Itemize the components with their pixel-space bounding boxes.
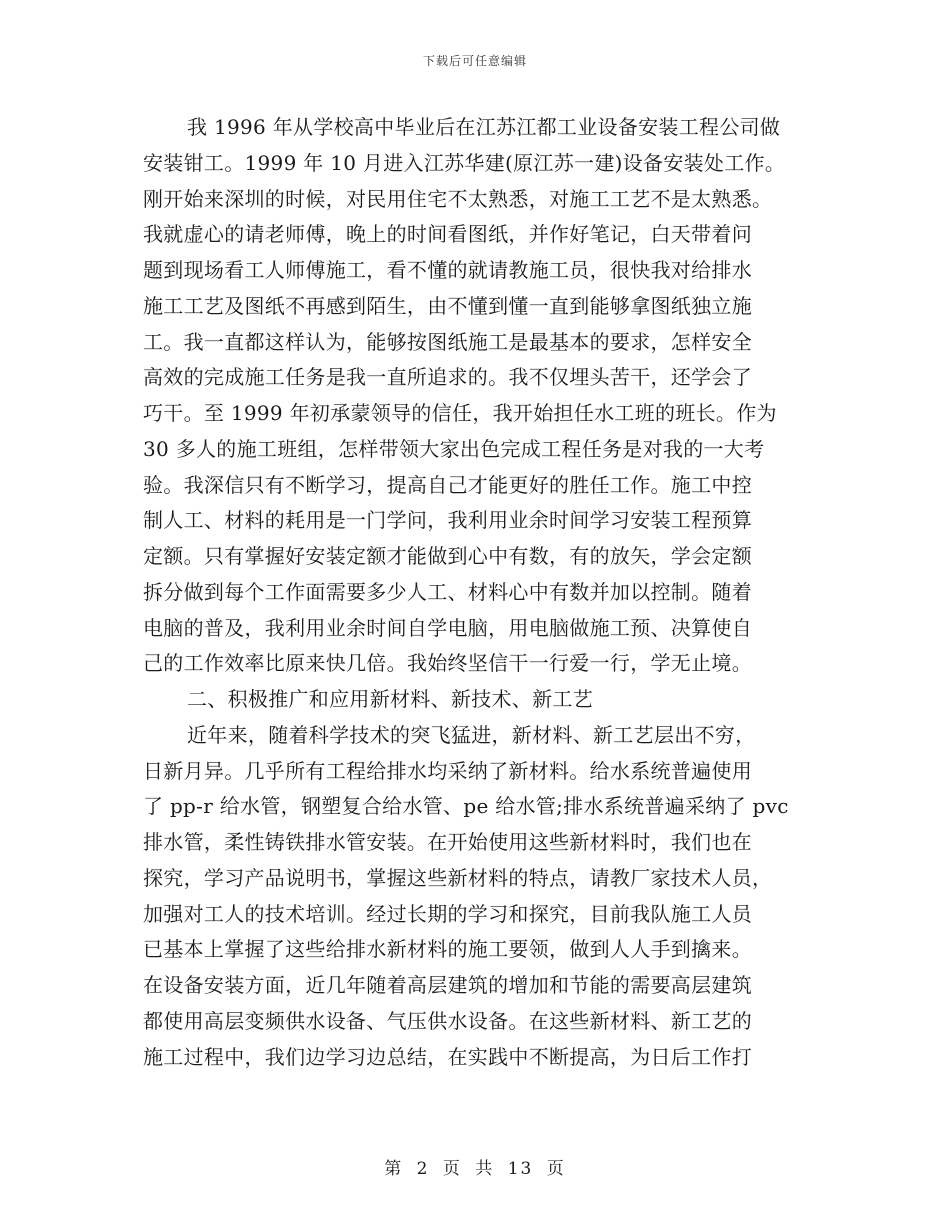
text-line: 高效的完成施工任务是我一直所追求的。我不仅埋头苦干，还学会了	[143, 365, 752, 390]
text-line: 已基本上掌握了这些给排水新材料的施工要领，做到人人手到擒来。	[143, 937, 752, 962]
text-line: 近年来，随着科学技术的突飞猛进，新材料、新工艺层出不穷，	[187, 722, 756, 747]
document-body	[143, 110, 807, 1075]
text-line: 30 多人的施工班组，怎样带领大家出色完成工程任务是对我的一大考	[143, 436, 765, 461]
text-line: 安装钳工。1999 年 10 月进入江苏华建(原江苏一建)设备安装处工作。	[143, 150, 786, 175]
text-line: 巧干。至 1999 年初承蒙领导的信任，我开始担任水工班的班长。作为	[143, 401, 777, 425]
section-heading: 二、积极推广和应用新材料、新技术、新工艺	[187, 687, 593, 711]
text-line: 定额。只有掌握好安装定额才能做到心中有数，有的放矢，学会定额	[143, 544, 752, 568]
text-line: 工。我一直都这样认为，能够按图纸施工是最基本的要求，怎样安全	[143, 329, 752, 354]
text-line: 我 1996 年从学校高中毕业后在江苏江都工业设备安装工程公司做	[187, 115, 781, 139]
text-line: 我就虚心的请老师傅，晚上的时间看图纸，并作好笔记，白天带着问	[143, 222, 752, 247]
page-header-note: 下载后可任意编辑	[422, 54, 527, 68]
text-line: 在设备安装方面，近几年随着高层建筑的增加和节能的需要高层建筑	[143, 973, 752, 997]
text-line: 加强对工人的技术培训。经过长期的学习和探究，目前我队施工人员	[143, 901, 752, 926]
text-line: 都使用高层变频供水设备、气压供水设备。在这些新材料、新工艺的	[143, 1008, 752, 1033]
text-line: 施工工艺及图纸不再感到陌生，由不懂到懂一直到能够拿图纸独立施	[143, 293, 752, 318]
text-line: 日新月异。几乎所有工程给排水均采纳了新材料。给水系统普遍使用	[143, 758, 752, 783]
text-line: 排水管，柔性铸铁排水管安装。在开始使用这些新材料时，我们也在	[143, 830, 752, 854]
text-line: 电脑的普及，我利用业余时间自学电脑，用电脑做施工预、决算使自	[143, 615, 752, 640]
text-line: 探究，学习产品说明书，掌握这些新材料的特点，请教厂家技术人员，	[143, 865, 773, 890]
text-line: 验。我深信只有不断学习，提高自己才能更好的胜任工作。施工中控	[143, 472, 752, 497]
text-line: 题到现场看工人师傅施工，看不懂的就请教施工员，很快我对给排水	[143, 258, 752, 282]
text-line: 拆分做到每个工作面需要多少人工、材料心中有数并加以控制。随着	[143, 579, 752, 604]
text-line: 制人工、材料的耗用是一门学问，我利用业余时间学习安装工程预算	[143, 508, 752, 533]
text-line: 了 pp-r 给水管，钢塑复合给水管、pe 给水管;排水系统普遍采纳了 pvc	[143, 794, 789, 819]
page-number-footer: 第 2 页 共 13 页	[384, 1159, 566, 1179]
text-line: 刚开始来深圳的时候，对民用住宅不太熟悉，对施工工艺不是太熟悉。	[143, 186, 773, 211]
text-line: 己的工作效率比原来快几倍。我始终坚信干一行爱一行，学无止境。	[143, 651, 752, 676]
text-line: 施工过程中，我们边学习边总结，在实践中不断提高，为日后工作打	[143, 1044, 752, 1069]
